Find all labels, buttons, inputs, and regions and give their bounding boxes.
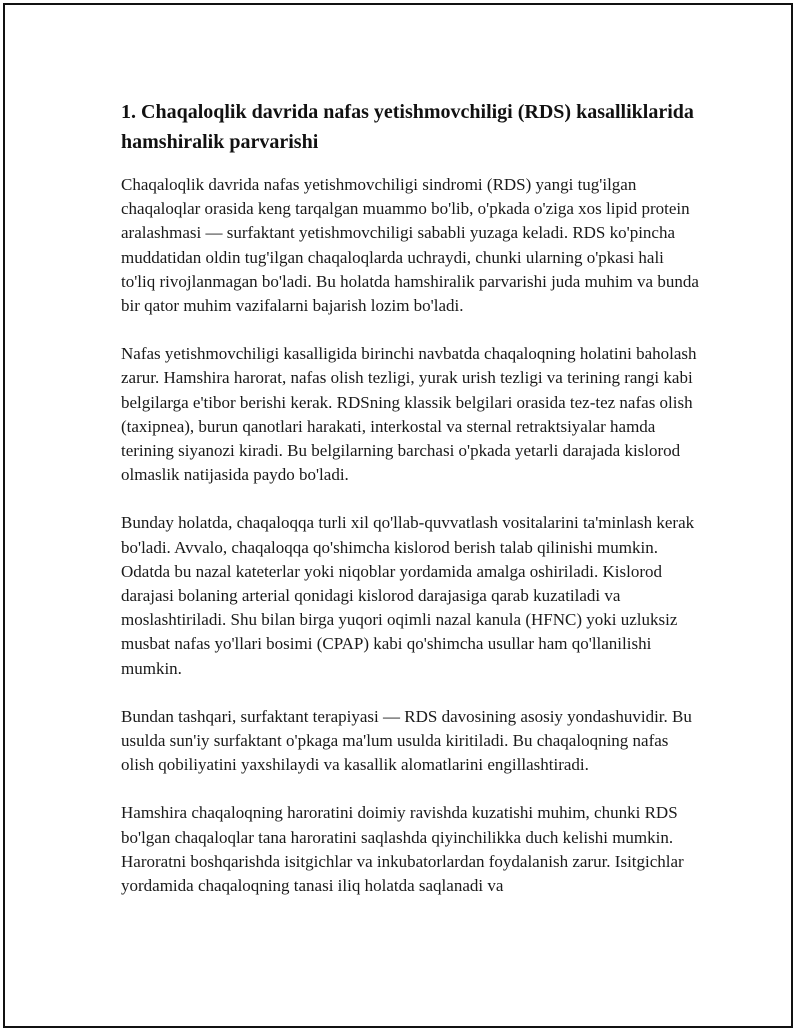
document-body (121, 97, 701, 922)
paragraph-4: Bundan tashqari, surfaktant terapiyasi — RDS davosining asosiy yondashuvidir. Bu usulda sun'iy surfaktant o'pkaga ma'lum usulda kiritiladi. Bu chaqaloqning nafas olish qobiliyatini yaxshilaydi va kasallik alomatlarini engillashtiradi. (121, 706, 692, 775)
document-page (3, 3, 793, 1028)
paragraph-2: Nafas yetishmovchiligi kasalligida birinchi navbatda chaqaloqning holatini baholash zarur. Hamshira harorat, nafas olish tezligi, yurak urish tezligi va terining rangi kabi belgilarga e'tibor berishi kerak. RDSning klassik belgilari orasida tez-tez nafas olish (taxipnea), burun qanotlari harakati, interkostal va sternal retraktsiyalar hamda terining siyanozi kiradi. Bu belgilarning barchasi o'pkada yetarli darajada kislorod olmaslik natijasida paydo bo'ladi. (121, 344, 697, 485)
paragraph-5: Hamshira chaqaloqning haroratini doimiy ravishda kuzatishi muhim, chunki RDS bo'lgan chaqaloqlar tana haroratini saqlashda qiyinchilikka duch kelishi mumkin. Haroratni boshqarishda isitgichlar va inkubatorlardan foydalanish zarur. Isitgichlar yordamida chaqaloqning tanasi iliq holatda saqlanadi va (121, 803, 684, 896)
section-heading: 1. Chaqaloqlik davrida nafas yetishmovchiligi (RDS) kasalliklarida hamshiralik parvarishi (121, 101, 694, 153)
paragraph-3: Bunday holatda, chaqaloqqa turli xil qo'llab-quvvatlash vositalarini ta'minlash kerak bo'ladi. Avvalo, chaqaloqqa qo'shimcha kislorod berish talab qilinishi mumkin. Odatda bu nazal kateterlar yoki niqoblar yordamida amalga oshiriladi. Kislorod darajasi bolaning arterial qonidagi kislorod darajasiga qarab kuzatiladi va moslashtiriladi. Shu bilan birga yuqori oqimli nazal kanula (HFNC) yoki uzluksiz musbat nafas yo'llari bosimi (CPAP) kabi qo'shimcha usullar ham qo'llanilishi mumkin. (121, 513, 695, 678)
paragraph-1: Chaqaloqlik davrida nafas yetishmovchiligi sindromi (RDS) yangi tug'ilgan chaqaloqlar orasida keng tarqalgan muammo bo'lib, o'pkada o'ziga xos lipid protein aralashmasi — surfaktant yetishmovchiligi sababli yuzaga keladi. RDS ko'pincha muddatidan oldin tug'ilgan chaqaloqlarda uchraydi, chunki ularning o'pkasi hali to'liq rivojlanmagan bo'ladi. Bu holatda hamshiralik parvarishi juda muhim va bunda bir qator muhim vazifalarni bajarish lozim bo'ladi. (121, 175, 699, 316)
